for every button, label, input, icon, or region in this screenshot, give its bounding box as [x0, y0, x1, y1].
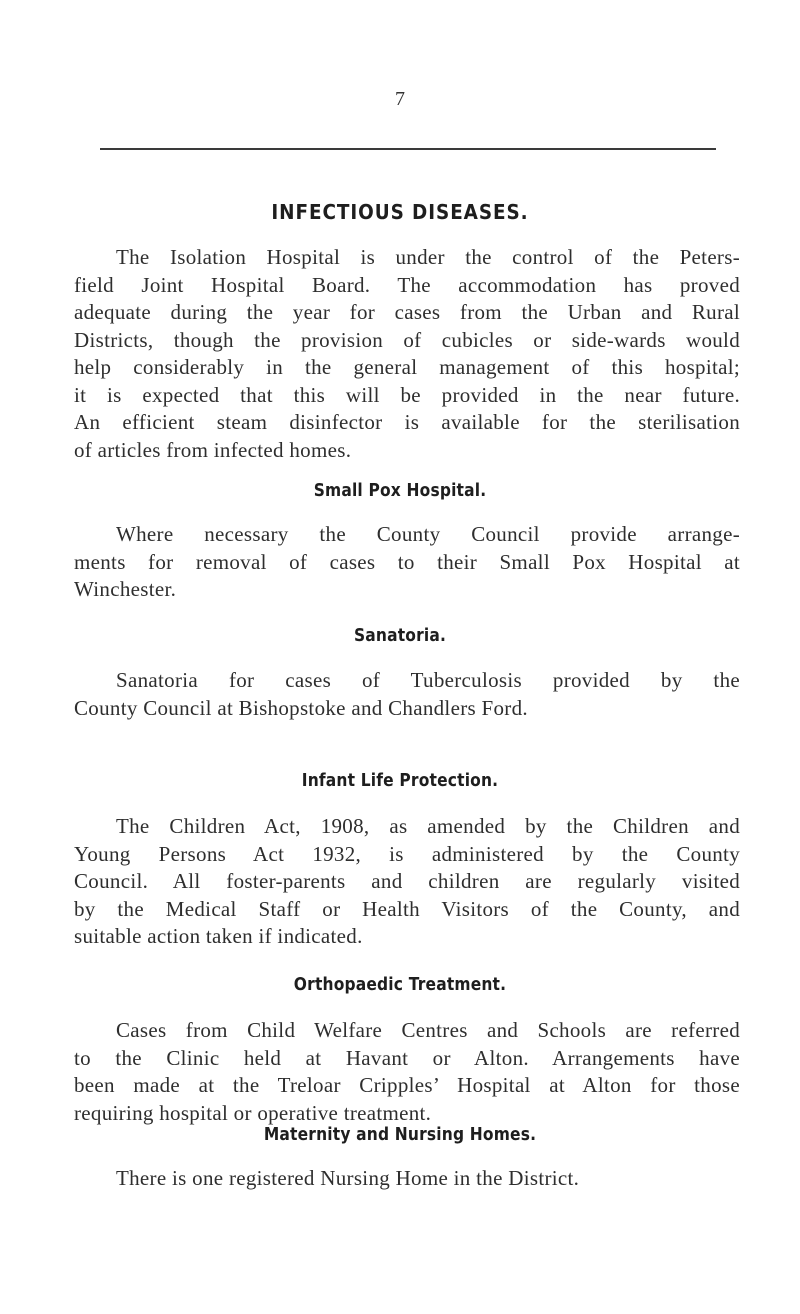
text-line: by the Medical Staff or Health Visitors of the County, and: [74, 896, 740, 921]
text-line: Cases from Child Welfare Centres and Schools are referred: [116, 1018, 740, 1042]
paragraph-infant-life-protection: [74, 813, 740, 951]
text-line: County Council at Bishopstoke and Chandlers Ford.: [74, 695, 528, 720]
heading-infectious-diseases: INFECTIOUS DISEASES.: [271, 200, 529, 224]
paragraph-sanatoria: [74, 667, 740, 722]
text-line: Sanatoria for cases of Tuberculosis provided by the: [116, 668, 740, 692]
text-line: suitable action taken if indicated.: [74, 924, 363, 948]
paragraph-small-pox-hospital: [74, 521, 740, 604]
text-line: Young Persons Act 1932, is administered by the County: [74, 841, 740, 866]
header-rule: [100, 148, 716, 150]
text-line: The Isolation Hospital is under the control of the Peters-: [116, 245, 740, 269]
page-number: 7: [395, 88, 405, 110]
text-line: There is one registered Nursing Home in the District.: [116, 1166, 580, 1190]
text-line: Winchester.: [74, 577, 177, 601]
text-line: to the Clinic held at Havant or Alton. Arrangements have: [74, 1045, 740, 1070]
text-line: help considerably in the general management of this hospital;: [74, 355, 740, 379]
heading-maternity-nursing-homes: Maternity and Nursing Homes.: [263, 1124, 537, 1145]
text-line: An efficient steam disinfector is available for the sterilisation: [74, 410, 740, 434]
text-line: requiring hospital or operative treatment.: [74, 1100, 432, 1125]
paragraph-maternity-nursing-homes: [74, 1165, 740, 1193]
text-line: adequate during the year for cases from the Urban and Rural: [74, 300, 740, 324]
paragraph-infectious-diseases: [74, 244, 740, 464]
heading-sanatoria: Sanatoria.: [353, 625, 447, 646]
text-line: Council. All foster-parents and children are regularly visited: [74, 869, 740, 893]
heading-small-pox-hospital: Small Pox Hospital.: [313, 480, 487, 501]
text-line: it is expected that this will be provided in the near future.: [74, 382, 740, 407]
text-line: field Joint Hospital Board. The accommodation has proved: [74, 272, 740, 297]
heading-orthopaedic-treatment: Orthopaedic Treatment.: [293, 974, 507, 995]
text-line: ments for removal of cases to their Small Pox Hospital at: [74, 549, 740, 574]
text-line: The Children Act, 1908, as amended by the Children and: [116, 814, 740, 838]
text-line: been made at the Treloar Cripples’ Hospital at Alton for those: [74, 1073, 740, 1097]
paragraph-orthopaedic-treatment: [74, 1017, 740, 1127]
text-line: Where necessary the County Council provide arrange-: [116, 522, 740, 546]
text-line: of articles from infected homes.: [74, 437, 352, 462]
heading-infant-life-protection: Infant Life Protection.: [301, 770, 499, 791]
text-line: Districts, though the provision of cubicles or side-wards would: [74, 327, 740, 352]
